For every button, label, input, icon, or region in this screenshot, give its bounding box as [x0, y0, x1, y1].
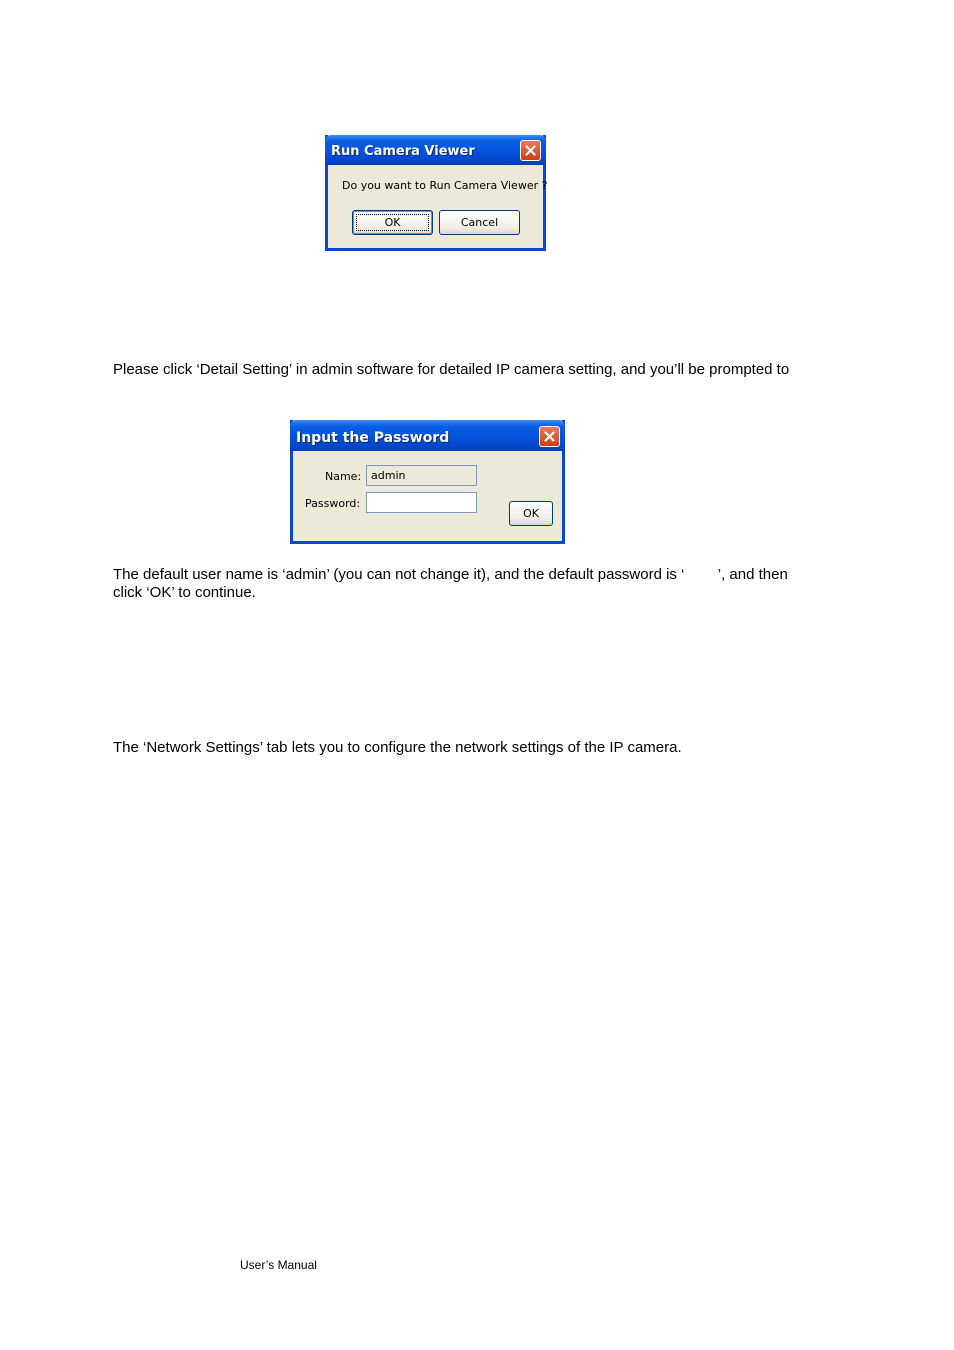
ok-button-label: OK	[523, 507, 539, 520]
dialog-message: Do you want to Run Camera Viewer ?	[342, 179, 548, 192]
ok-button-label: OK	[384, 216, 401, 229]
paragraph-network-settings: The ‘Network Settings’ tab lets you to configure the network settings of the IP camera.	[113, 739, 682, 756]
footer-text: User’s Manual	[240, 1258, 317, 1272]
name-label: Name:	[325, 470, 362, 483]
dialog-title-bar[interactable]	[290, 420, 565, 451]
password-field[interactable]	[366, 492, 477, 513]
input-password-dialog	[290, 420, 565, 544]
ok-button[interactable]	[352, 210, 433, 235]
close-icon	[525, 145, 536, 156]
dialog-title: Input the Password	[296, 430, 450, 446]
focus-rectangle	[356, 214, 429, 231]
cancel-button[interactable]	[439, 210, 520, 235]
cancel-button-label: Cancel	[460, 216, 499, 229]
close-icon	[544, 431, 555, 442]
dialog-title: Run Camera Viewer	[331, 144, 475, 159]
paragraph-detail-setting: Please click ‘Detail Setting’ in admin software for detailed IP camera setting, and you’ll be prompted to	[113, 361, 790, 378]
paragraph-default-user-line-1: The default user name is ‘admin’ (you can not change it), and the default password is ‘ ’, and then	[113, 566, 788, 583]
name-field	[366, 465, 477, 486]
dialog-title-bar[interactable]	[325, 135, 546, 165]
close-button[interactable]	[520, 140, 541, 161]
ok-button[interactable]	[509, 501, 553, 526]
password-label: Password:	[305, 497, 361, 510]
paragraph-default-user-line-2: click ‘OK’ to continue.	[113, 584, 256, 601]
close-button[interactable]	[539, 426, 560, 447]
run-camera-viewer-dialog	[325, 135, 546, 251]
